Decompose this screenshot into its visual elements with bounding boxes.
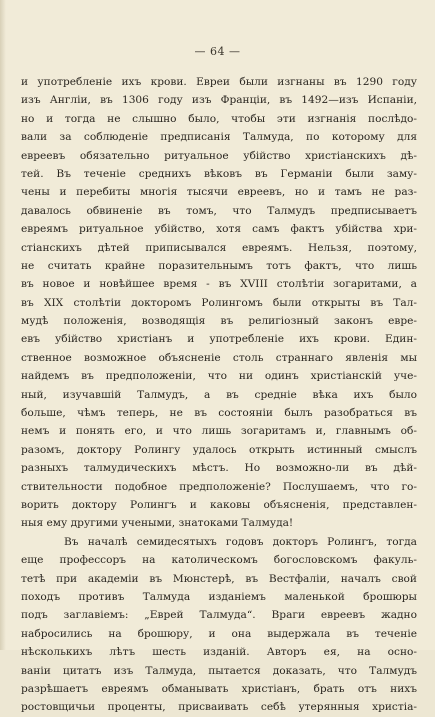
text-line: найдемъ въ предположеніи, что ни одинъ христіанскій уче- [21,370,417,383]
text-line: давалось обвиненіе въ томъ, что Талмудъ предписываетъ [21,204,417,217]
text-line: Въ началѣ семидесятыхъ годовъ докторъ Ролингъ, тогда [64,535,417,548]
text-line: но и тогда не слышно было, чтобы эти изгнанія послѣдо- [21,112,417,125]
text-line: ныя ему другими учеными, знатоками Талмуда! [21,517,294,530]
text-line: тей. Въ теченіе среднихъ вѣковъ въ Германіи были заму- [21,167,417,180]
text-line: больше, чѣмъ теперь, не въ состояніи былъ разобраться въ [21,407,417,420]
text-line: нѣсколькихъ лѣтъ шесть изданій. Авторъ ея, на осно- [21,646,417,659]
text-line: и употребленіе ихъ крови. Евреи были изгнаны въ 1290 году [21,76,417,88]
text-line: разныхъ талмудическихъ мѣстъ. Но возможно-ли въ дѣй- [21,462,417,475]
text-line: немъ и понять его, и что лишь зогаритамъ и, главнымъ об- [21,425,417,438]
text-line: ственное возможное объясненіе столь страннаго явленія мы [21,351,417,364]
text-line: ствительности подобное предположеніе? Послушаемъ, что го- [21,480,417,493]
page-edge-shadow [0,0,6,650]
text-line: чены и перебиты многія тысячи евреевъ, но и тамъ не раз- [21,186,417,199]
text-line: въ новое и новѣйшее время - въ XVIII столѣтіи зогаритами, а [21,278,417,291]
text-line: вали за соблюденіе предписанія Талмуда, по которому для [21,131,417,144]
text-line: походъ противъ Талмуда изданіемъ маленькой брошюры [21,590,417,603]
text-line: подъ заглавіемъ: „Еврей Талмуда“. Враги евреевъ жадно [21,609,417,622]
text-line: въ XIX столѣтіи докторомъ Ролингомъ были открыты въ Тал- [21,296,417,309]
text-line: еще профессоръ на католическомъ богословскомъ факуль- [21,554,417,567]
text-line: мудѣ положенія, возводящія въ религіозный законъ евре- [21,315,417,328]
body-text [21,73,417,717]
text-line: евреямъ ритуальное убійство, хотя самъ фактъ убійства хри- [21,223,417,236]
page-number-header: — 64 — [194,45,241,58]
text-line: ный, изучавшій Талмудъ, а въ средніе вѣка ихъ было [21,388,417,401]
text-line: не считать крайне поразительнымъ тотъ фактъ, что лишь [21,259,417,272]
text-line: евъ убійство христіанъ и употребленіе ихъ крови. Един- [21,333,417,346]
text-line: ростовщичьи проценты, присваивать себѣ утерянныя христіа- [21,701,417,714]
text-line: разрѣшаетъ евреямъ обманывать христіанъ, брать отъ нихъ [21,682,417,695]
text-line: стіанскихъ дѣтей приписывался евреямъ. Нельзя, поэтому, [21,241,417,254]
text-line: ворить доктору Ролингъ и каковы объясненія, представлен- [21,498,417,511]
text-line: ваніи цитатъ изъ Талмуда, пытается доказать, что Талмудъ [21,664,417,677]
text-line: набросились на брошюру, и она выдержала въ теченіе [21,627,417,640]
text-line: тетѣ при академіи въ Мюнстерѣ, въ Вестфаліи, началъ свой [21,572,417,585]
text-line: изъ Англіи, въ 1306 году изъ Франціи, въ 1492—изъ Испаніи, [21,94,417,107]
text-line: евреевъ обязательно ритуальное убійство христіанскихъ дѣ- [21,149,417,162]
text-line: разомъ, доктору Ролингу удалось открыть истинный смыслъ [21,443,417,456]
